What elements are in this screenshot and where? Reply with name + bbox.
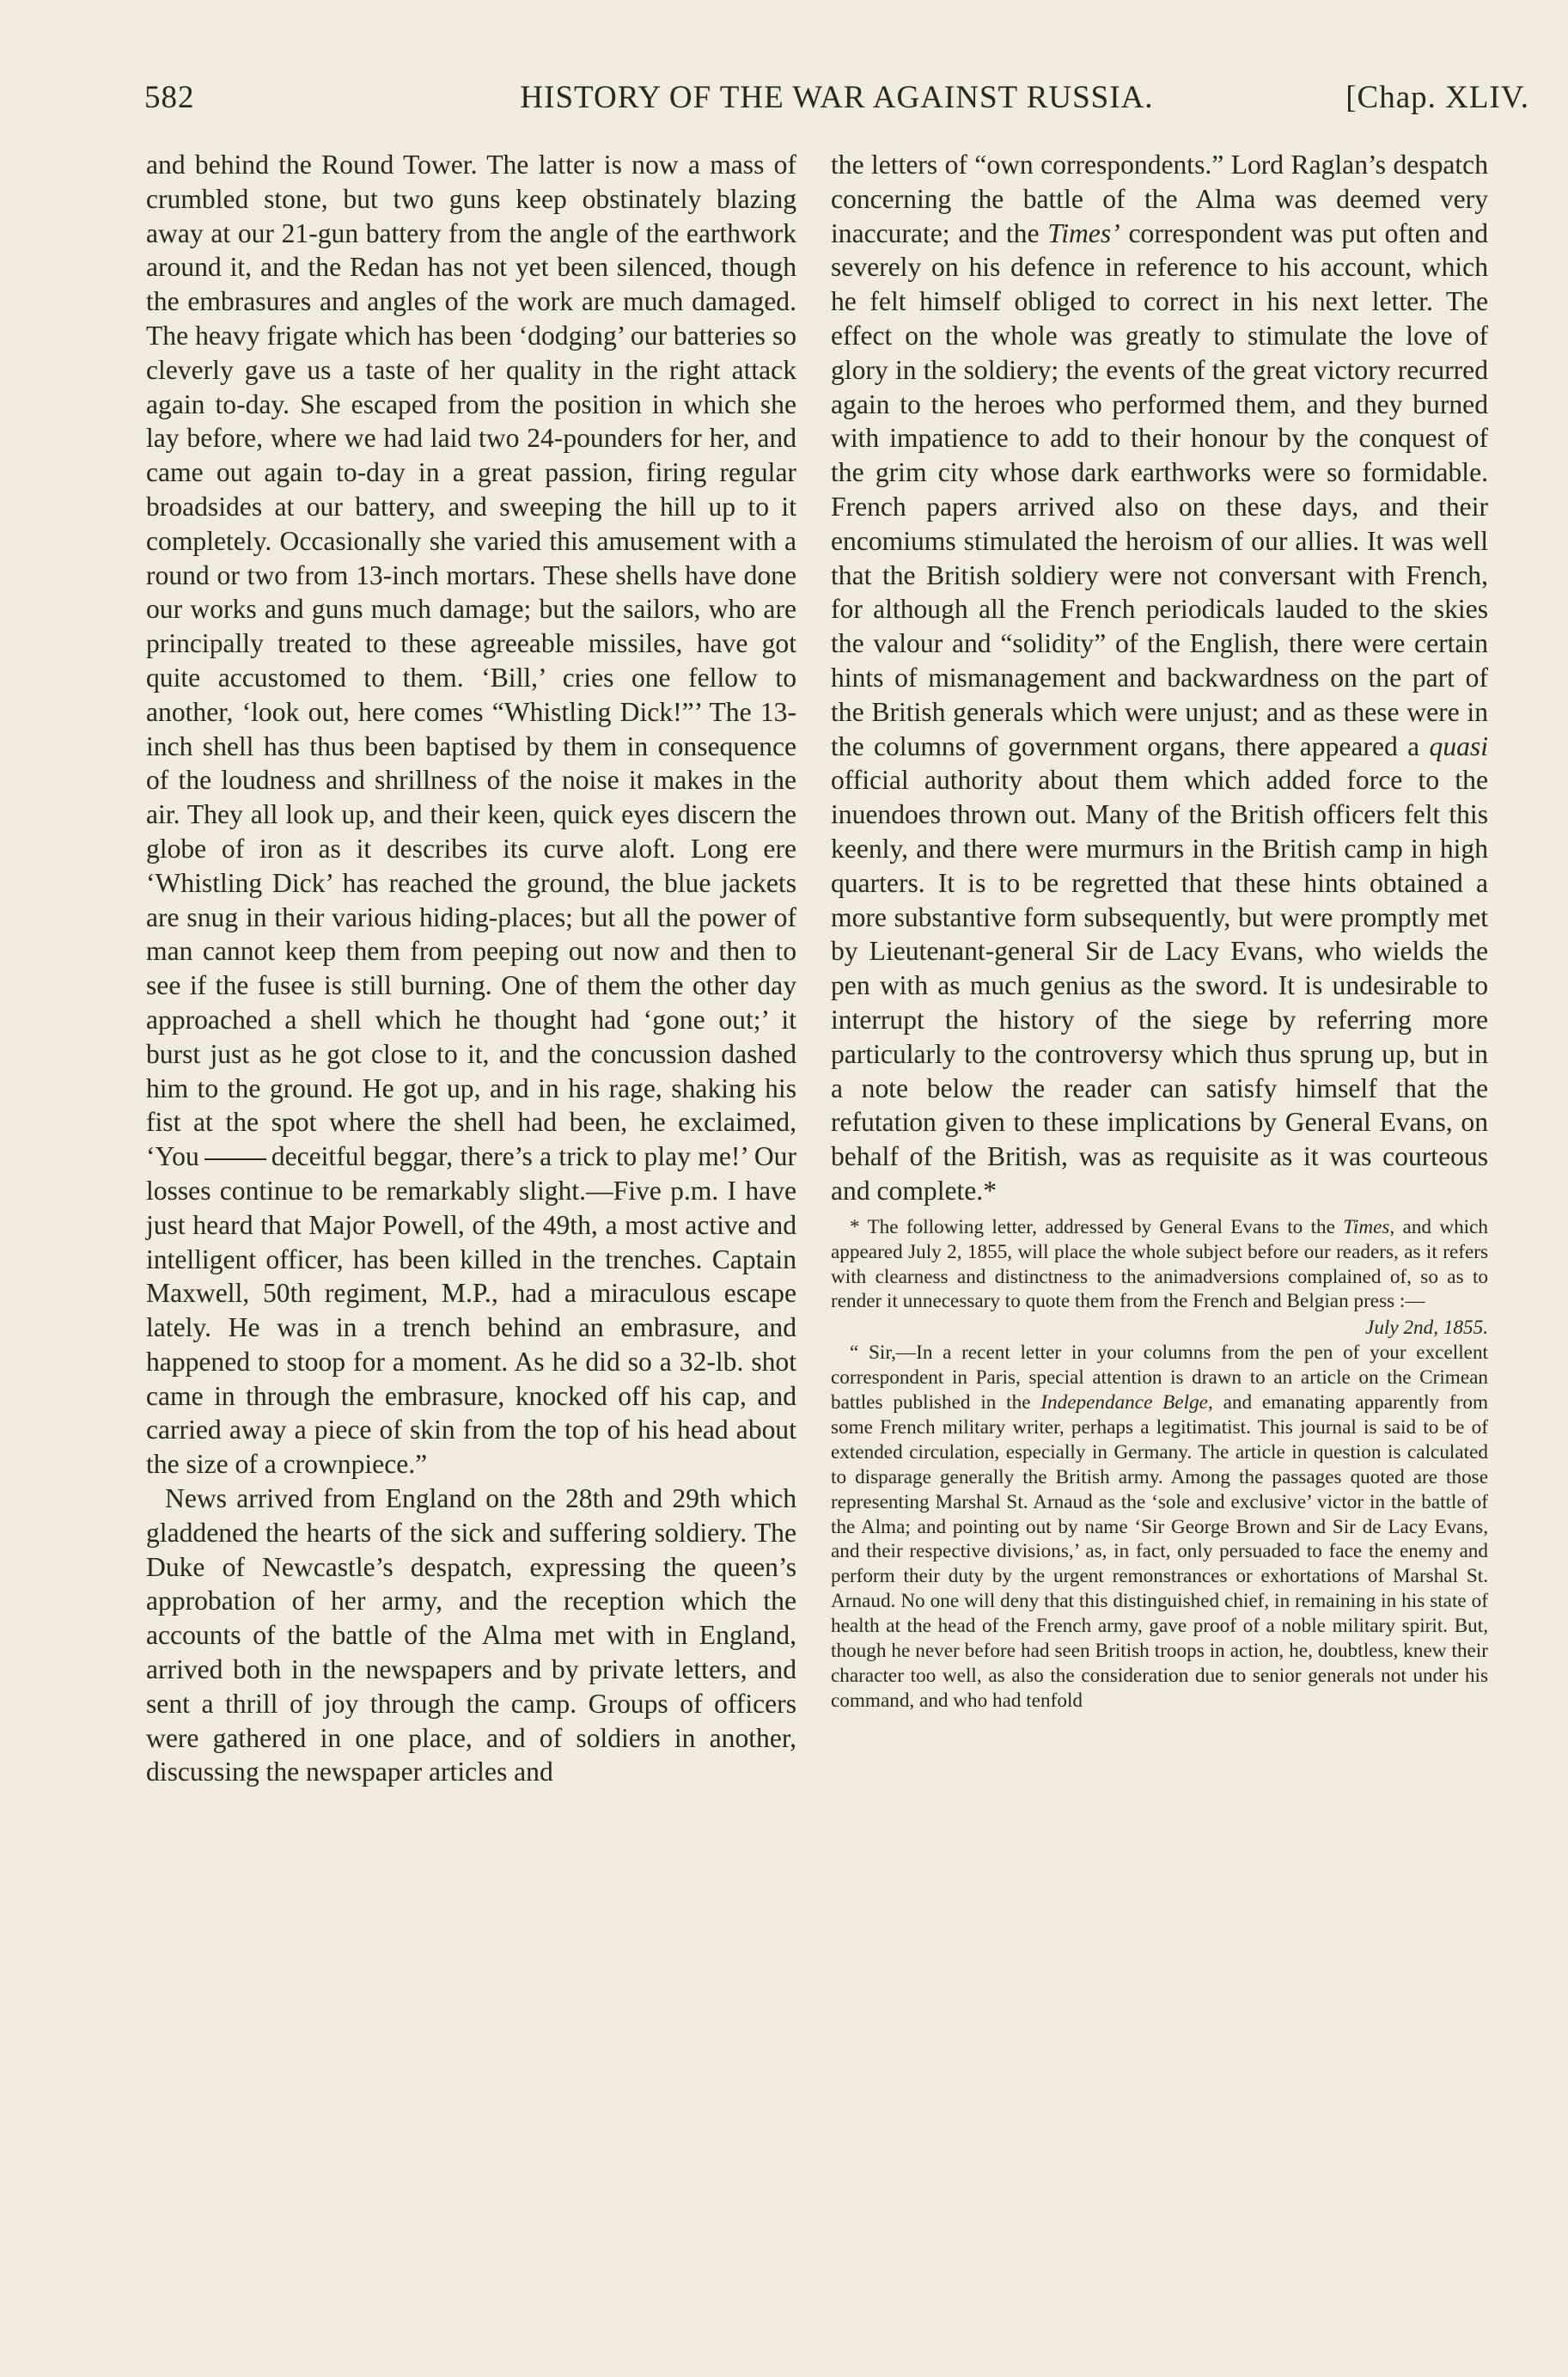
letter-date: July 2nd, 1855. (1365, 1317, 1488, 1340)
left-column (146, 148, 796, 1789)
italic-title: Independance Belge (1040, 1391, 1208, 1415)
text-run: , and which appeared July 2, 1855, will place the whole subject before our readers, as it refers with clearness and distinctness to the animadversions complained of, so as to render it unnecessary to quote them from the French and Belgian press :— (831, 1215, 1489, 1313)
right-column (831, 148, 1488, 1714)
italic-title: Times (1343, 1215, 1390, 1238)
em-rule (204, 1158, 266, 1160)
text-run: , and emanating apparently from some French military writer, perhaps a legitimatist. This journal is said to be of extended circulation, especially in Germany. The article in question is calculated to disparage generally the British army. Among the passages quoted are those representing Marshal St. Arnaud as the ‘sole and exclusive’ victor in the battle of the Alma; and pointing out by name ‘Sir George Brown and Sir de Lacy Evans, and their respective divisions,’ as, in fact, only persuaded to face the enemy and perform their duty by the urgent remonstrances or exhortations of Marshal St. Arnaud. No one will deny that this distinguished chief, in remaining in his state of health at the head of the French army, gave proof of a noble military spirit. But, though he never before had seen British troops in action, he, doubtless, knew their character too well, as also the consideration due to senior generals not under his command, and who had tenfold (831, 1391, 1488, 1712)
italic-word: quasi (1429, 730, 1488, 761)
italic-title: Times’ (1047, 217, 1120, 248)
footnote-intro (831, 1215, 1488, 1315)
text-run: “ Sir,—In a recent letter in your columns from the pen of your excellent correspondent in Paris, special attention is drawn to an article on the Crimean battles published in the (831, 1341, 1488, 1415)
paragraph: News arrived from England on the 28th and 29th which gladdened the hearts of the sick and suffering soldiery. The Duke of Newcastle’s despatch, expressing the queen’s approbation of her army, and the reception which the accounts of the battle of the Alma met with in England, arrived both in the newspapers and by private letters, and sent a thrill of joy through the camp. Groups of officers were gathered in one place, and of soldiers in another, discussing the newspaper articles and (146, 1483, 796, 1787)
paragraph (831, 148, 1488, 1208)
text-run: the letters of “own correspondents.” Lord Raglan’s despatch concerning the battle of the Alma was deemed very inaccurate; and the (831, 150, 1488, 248)
footnote (831, 1215, 1488, 1714)
running-title: HISTORY OF THE WAR AGAINST RUSSIA. (520, 80, 1154, 115)
paragraph-text-cont: deceitful beggar, there’s a trick to play me!’ Our losses continue to be remarkably slight.—Five p.m. I have just heard that Major Powell, of the 49th, a most active and intelligent officer, has been killed in the trenches. Captain Maxwell, 50th regiment, M.P., had a miraculous escape lately. He was in a trench behind an embrasure, and happened to stoop for a moment. As he did so a 32-lb. shot came in through the embrasure, knocked off his cap, and carried away a piece of skin from the top of his head about the size of a crownpiece.” (146, 1141, 796, 1480)
chapter-label: [Chap. XLIV. (1345, 80, 1529, 115)
page-number: 582 (144, 80, 195, 115)
paragraph-text: and behind the Round Tower. The latter is now a mass of crumbled stone, but two guns keep obstinately blazing away at our 21-gun battery from the angle of the earthwork around it, and the Redan has not yet been silenced, though the embrasures and angles of the work are much damaged. The heavy frigate which has been ‘dodging’ our batteries so cleverly gave us a taste of her quality in the right attack again to-day. She escaped from the position in which she lay before, where we had laid two 24-pounders for her, and came out again to-day in a great passion, firing regular broadsides at our battery, and sweeping the hill up to it completely. Occasionally she varied this amusement with a round or two from 13-inch mortars. These shells have done our works and guns much damage; but the sailors, who are principally treated to these agreeable missiles, have got quite accustomed to them. ‘Bill,’ cries one fellow to another, ‘look out, here comes “Whistling Dick!”’ The 13-inch shell has thus been baptised by them in consequence of the loudness and shrillness of the noise it makes in the air. They all look up, and their keen, quick eyes discern the globe of iron as it describes its curve aloft. Long ere ‘Whistling Dick’ has reached the ground, the blue jackets are snug in their various hiding-places; but all the power of man cannot keep them from peeping out now and then to see if the fusee is still burning. One of them the other day approached a shell which he thought had ‘gone out;’ it burst just as he got close to it, and the concussion dashed him to the ground. He got up, and in his rage, shaking his fist at the spot where the shell had been, he exclaimed, ‘You (146, 150, 796, 1172)
letter-body (831, 1341, 1488, 1714)
text-run: official authority about them which added force to the inuendoes thrown out. Many of the British officers felt this keenly, and there were murmurs in the British camp in high quarters. It is to be regretted that these hints obtained a more substantive form subsequently, but were promptly met by Lieutenant-general Sir de Lacy Evans, who wields the pen with as much genius as the sword. It is undesirable to interrupt the history of the siege by referring more particularly to the controversy which thus sprung up, but in a note below the reader can satisfy himself that the refutation given to these implications by General Evans, on behalf of the British, was as requisite as it was courteous and complete.* (831, 765, 1488, 1206)
paragraph (146, 148, 796, 1482)
running-header (144, 79, 1529, 125)
text-run: correspondent was put often and severely on his defence in reference to his account, which he felt himself obliged to correct in his next letter. The effect on the whole was greatly to stimulate the love of glory in the soldiery; the events of the great victory recurred again to the heroes who performed them, and they burned with impatience to add to their honour by the conquest of the grim city whose dark earthworks were so formidable. French papers arrived also on these days, and their encomiums stimulated the heroism of our allies. It was well that the British soldiery were not conversant with French, for although all the French periodicals lauded to the skies the valour and “solidity” of the English, there were certain hints of mismanagement and backwardness on the part of the British generals which were unjust; and as these were in the columns of government organs, there appeared a (831, 217, 1488, 761)
text-run: * The following letter, addressed by General Evans to the (850, 1215, 1335, 1238)
